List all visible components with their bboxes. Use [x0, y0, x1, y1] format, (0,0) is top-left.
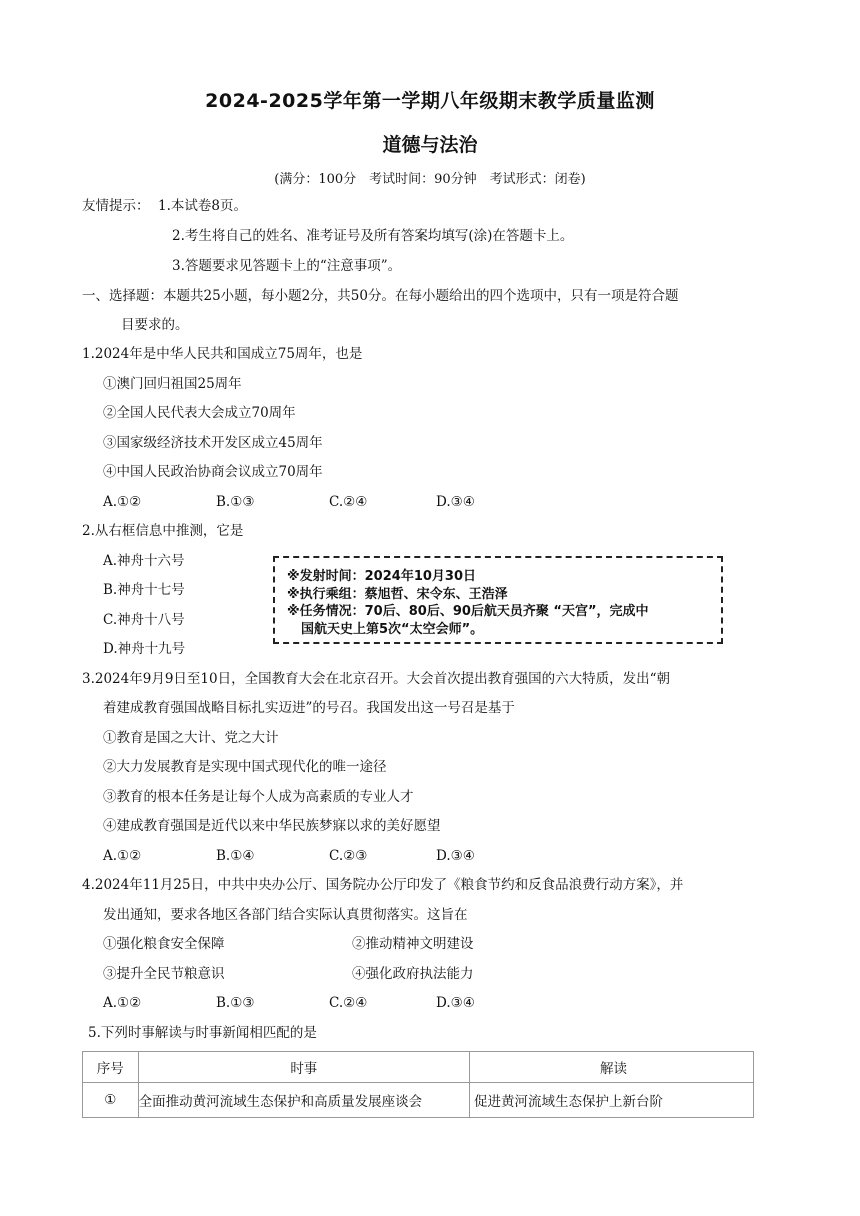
- answer-option: C.②③: [329, 848, 368, 864]
- answer-option: A.神舟十六号: [103, 553, 185, 569]
- exam-title: 2024-2025学年第一学期八年级期末教学质量监测: [205, 90, 655, 112]
- question-item: ①澳门回归祖国25周年: [103, 376, 242, 392]
- notice-item: 3.答题要求见答题卡上的“注意事项”。: [172, 258, 402, 274]
- table-header-cell: 解读: [470, 1052, 754, 1083]
- answer-option: A.①②: [103, 848, 142, 864]
- table-row: [83, 1083, 754, 1118]
- question-item: ③提升全民节粮意识: [103, 966, 225, 982]
- notice-item: 1.本试卷8页。: [158, 198, 247, 214]
- question-stem: 5.下列时事解读与时事新闻相匹配的是: [88, 1025, 317, 1041]
- notice-label: 友情提示：: [82, 198, 150, 214]
- answer-option: A.①②: [103, 995, 142, 1011]
- answer-option: C.②④: [329, 995, 368, 1011]
- question-item: ③教育的根本任务是让每个人成为高素质的专业人才: [103, 789, 414, 805]
- table-header-cell: 时事: [138, 1052, 469, 1083]
- table-header-row: [83, 1052, 754, 1083]
- info-box-line: 国航天史上第5次“太空会师”。: [301, 621, 484, 637]
- question-item: ①强化粮食安全保障: [103, 936, 225, 952]
- table-cell: 全面推动黄河流域生态保护和高质量发展座谈会: [138, 1083, 469, 1118]
- question-stem-cont: 发出通知，要求各地区各部门结合实际认真贯彻落实。这旨在: [103, 907, 468, 923]
- question-item: ③国家级经济技术开发区成立45周年: [103, 435, 323, 451]
- answer-option: B.①④: [216, 848, 255, 864]
- answer-option: D.③④: [436, 494, 475, 510]
- answer-option: D.③④: [436, 848, 475, 864]
- table-cell: ①: [83, 1083, 139, 1118]
- question-stem: 4.2024年11月25日，中共中央办公厅、国务院办公厅印发了《粮食节约和反食品浪费行动方案》，并: [82, 877, 684, 893]
- info-box-line: ※发射时间：2024年10月30日: [287, 569, 477, 584]
- answer-option: D.神舟十九号: [103, 641, 186, 657]
- question-item: ④中国人民政治协商会议成立70周年: [103, 464, 323, 480]
- answer-option: B.神舟十七号: [103, 582, 185, 598]
- question-item: ④强化政府执法能力: [352, 966, 474, 982]
- answer-option: C.②④: [329, 494, 368, 510]
- question-item: ①教育是国之大计、党之大计: [103, 730, 279, 746]
- question-stem: 2.从右框信息中推测，它是: [82, 523, 244, 539]
- news-table: [82, 1051, 754, 1118]
- answer-option: D.③④: [436, 995, 475, 1011]
- question-item: ④建成教育强国是近代以来中华民族梦寐以求的美好愿望: [103, 818, 441, 834]
- question-stem-cont: 着建成教育强国战略目标扎实迈进”的号召。我国发出这一号召是基于: [103, 700, 515, 716]
- question-item: ②推动精神文明建设: [352, 936, 474, 952]
- info-box-line: ※执行乘组：蔡旭哲、宋令东、王浩泽: [287, 586, 508, 602]
- question-stem: 1.2024年是中华人民共和国成立75周年，也是: [82, 346, 363, 362]
- question-item: ②全国人民代表大会成立70周年: [103, 405, 296, 421]
- table-cell: 促进黄河流域生态保护上新台阶: [470, 1083, 754, 1118]
- answer-option: A.①②: [103, 494, 142, 510]
- question-item: ②大力发展教育是实现中国式现代化的唯一途径: [103, 759, 387, 775]
- answer-option: B.①③: [216, 494, 255, 510]
- table-header-cell: 序号: [83, 1052, 139, 1083]
- section-heading: 一、选择题：本题共25小题，每小题2分，共50分。在每小题给出的四个选项中，只有一项是符合题: [82, 288, 679, 304]
- question-stem: 3.2024年9月9日至10日，全国教育大会在北京召开。大会首次提出教育强国的六大特质，发出“朝: [82, 671, 670, 687]
- info-box: [273, 556, 723, 644]
- section-heading-cont: 目要求的。: [121, 317, 189, 333]
- answer-option: B.①③: [216, 995, 255, 1011]
- answer-option: C.神舟十八号: [103, 612, 185, 628]
- notice-item: 2.考生将自己的姓名、准考证号及所有答案均填写(涂)在答题卡上。: [172, 228, 574, 244]
- info-box-line: ※任务情况：70后、80后、90后航天员齐聚 “天宫”，完成中: [287, 604, 649, 619]
- exam-info: (满分：100分 考试时间：90分钟 考试形式：闭卷): [274, 172, 586, 187]
- subject-title: 道德与法治: [382, 134, 478, 156]
